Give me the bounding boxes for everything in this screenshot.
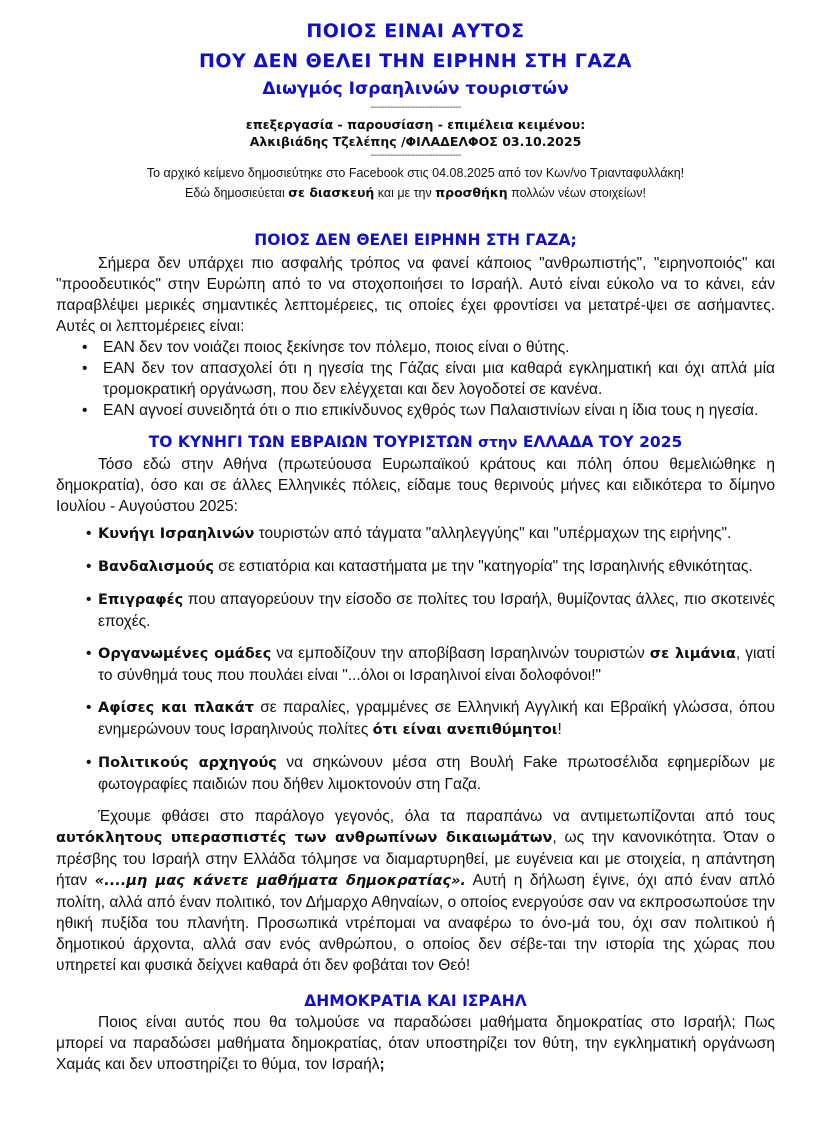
heading-text: στην xyxy=(478,435,518,451)
item-text: , γιατί το σύνθημά τους που πουλάει είναι "...όλοι οι Ισραηλινοί είναι δολοφόνοι!" xyxy=(98,645,775,684)
item-bold: Πολιτικούς αρχηγούς xyxy=(98,755,277,771)
list-item xyxy=(86,523,775,545)
title-line-2: ΠΟΥ ΔΕΝ ΘΕΛΕΙ ΤΗΝ ΕΙΡΗΝΗ ΣΤΗ ΓΑΖΑ xyxy=(198,50,633,72)
section2-paragraph: Τόσο εδώ στην Αθήνα (πρωτεύουσα Ευρωπαϊκού κράτους και πόλη όπου θεμελιώθηκε η δημοκρατία), όσο και σε άλλες Ελληνικές πόλεις, είδαμε τους θερινούς μήνες και ειδικότερα το δίμηνο Ιουλίου - Αυγούστου 2025: xyxy=(56,456,775,515)
list-item xyxy=(86,589,775,632)
document-page xyxy=(0,16,827,1075)
note-line-1: Το αρχικό κείμενο δημοσιεύτηκε στο Facebook στις 04.08.2025 από τον Κων/νο Τριανταφυλλάκη! xyxy=(146,166,685,180)
subtitle: Διωγμός Ισραηλινών τουριστών xyxy=(262,79,569,99)
credit-line-1: επεξεργασία - παρουσίαση - επιμέλεια κειμένου: xyxy=(245,117,586,132)
item-bold: Οργανωμένες ομάδες xyxy=(98,646,272,662)
heading-text: ΤΟ ΚΥΝΗΓΙ ΤΩΝ ΕΒΡΑΙΩΝ ΤΟΥΡΙΣΤΩΝ xyxy=(148,433,479,451)
item-bold: σε λιμάνια xyxy=(649,646,736,662)
section2-list xyxy=(56,523,775,795)
para-bold: αυτόκλητους υπερασπιστές των ανθρωπίνων δικαιωμάτων xyxy=(56,830,553,846)
list-item xyxy=(86,752,775,795)
item-bold: Αφίσες και πλακάτ xyxy=(98,700,255,716)
note-bold: προσθήκη xyxy=(435,185,508,200)
section1-heading: ΠΟΙΟΣ ΔΕΝ ΘΕΛΕΙ ΕΙΡΗΝΗ ΣΤΗ ΓΑΖΑ; xyxy=(254,231,577,249)
note-line-2 xyxy=(56,183,775,203)
section3-paragraph xyxy=(56,1012,775,1075)
item-bold: ότι είναι ανεπιθύμητοι xyxy=(372,722,558,738)
item-text: ! xyxy=(557,721,562,738)
list-item: • ΕΑΝ δεν τον απασχολεί ότι η ηγεσία της Γάζας είναι μια καθαρά εγκληματική και όχι απλά μία τρομοκρατική οργάνωση, που δεν ελέγχεται και δεν λογοδοτεί σε κανένα. xyxy=(84,358,775,400)
list-item: • ΕΑΝ δεν τον νοιάζει ποιος ξεκίνησε τον πόλεμο, ποιος είναι ο θύτης. xyxy=(84,337,775,358)
separator: -------------------------------- xyxy=(370,150,461,161)
para-text: Έχουμε φθάσει στο παράλογο γεγονός, όλα τα παραπάνω να αντιμετωπίζονται από τους xyxy=(98,808,775,825)
section2-heading xyxy=(56,431,775,454)
list-item: • ΕΑΝ αγνοεί συνειδητά ότι ο πιο επικίνδυνος εχθρός των Παλαιστινίων είναι η ίδια τους η ηγεσία. xyxy=(84,400,775,421)
section1-list xyxy=(56,337,775,421)
para-bold-italic: «....μη μας κάνετε μαθήματα δημοκρατίας». xyxy=(94,873,466,889)
para-bold: ; xyxy=(379,1056,385,1073)
section3-heading: ΔΗΜΟΚΡΑΤΙΑ ΚΑΙ ΙΣΡΑΗΛ xyxy=(304,992,527,1010)
note-text: Εδώ δημοσιεύεται xyxy=(184,186,289,200)
section2-paragraph-2 xyxy=(56,806,775,976)
para-text: Αυτή η δήλωση έγινε, όχι από έναν απλό πολίτη, αλλά από έναν πολιτικό, τον Δήμαρχο Αθηναίων, ο οποίος ενεργούσε σαν να εκπροσωπούσε την ηθική πυξίδα του πλανήτη. Προσωπικά ντρέπομαι να αναφέρω το όνο-μά του, όχι σαν πολιτικού ή δημοτικού άρχοντα, αλλά σαν ενός ανθρώπου, ο οποίος δεν σέβε-ται την ιστορία της χώρας που υπηρετεί και φυσικά δείχνει καθαρά ότι δεν φοβάται τον Θεό! xyxy=(56,872,775,974)
section1-paragraph: Σήμερα δεν υπάρχει πιο ασφαλής τρόπος να φανεί κάποιος "ανθρωπιστής", "ειρηνοποιός" και "προοδευτικός" στην Ευρώπη από το να στοχοποιήσει το Ισραήλ. Αυτό είναι εύκολο να το κάνει, εάν παραβλέψει μερικές σημαντικές λεπτομέρειες, τις οποίες έχει φροντίσει να μετατρέ-ψει σε ασήμαντες. Αυτές οι λεπτομέρειες είναι: xyxy=(56,255,775,335)
item-bold: Κυνήγι Ισραηλινών xyxy=(98,526,255,542)
separator: -------------------------------- xyxy=(370,102,461,113)
list-item xyxy=(86,643,775,686)
item-text: σε εστιατόρια και καταστήματα με την "κατηγορία" της Ισραηλινής εθνικότητας. xyxy=(213,558,753,575)
para-text: Ποιος είναι αυτός που θα τολμούσε να παραδώσει μαθήματα δημοκρατίας στο Ισραήλ; Πως μπορεί να παραδώσει μαθήματα δημοκρατίας, όταν υποστηρίζει τον θύτη, την εγκληματική οργάνωση Χαμάς και δεν υποστηρίζει το θύμα, τον Ισραήλ xyxy=(56,1014,775,1073)
note-text: και με την xyxy=(374,186,436,200)
credit-line-2: Αλκιβιάδης Τζελέπης /ΦΙΛΑΔΕΛΦΟΣ 03.10.2025 xyxy=(249,134,582,149)
item-text: να σηκώνουν μέσα στη Βουλή Fake πρωτοσέλιδα εφημερίδων με φωτογραφίες παιδιών που δήθεν λιμοκτονούν στη Γαζα. xyxy=(98,754,775,793)
item-text: σε παραλίες, γραμμένες σε Ελληνική Αγγλική και Εβραϊκή γλώσσα, όπου ενημερώνουν τους Ισραηλινούς πολίτες xyxy=(98,699,775,738)
item-bold: Βανδαλισμούς xyxy=(98,559,214,575)
title-line-1: ΠΟΙΟΣ ΕΙΝΑΙ ΑΥΤΟΣ xyxy=(306,20,525,42)
list-item xyxy=(86,556,775,578)
note-bold: σε διασκευή xyxy=(288,185,375,200)
item-bold: Επιγραφές xyxy=(98,592,184,608)
item-text: που απαγορεύουν την είσοδο σε πολίτες του Ισραήλ, θυμίζοντας άλλες, πιο σκοτεινές εποχές. xyxy=(98,591,775,630)
list-item xyxy=(86,697,775,741)
heading-text: ΕΛΛΑΔΑ ΤΟΥ 2025 xyxy=(517,433,683,451)
para-text: , ως την κανονικότητα. Όταν ο πρέσβης του Ισραήλ στην Ελλάδα τόλμησε να διαμαρτυρηθεί, με ευγένεια και με στοιχεία, η απάντηση ήταν xyxy=(56,829,775,889)
item-text: να εμποδίζουν την αποβίβαση Ισραηλινών τουριστών xyxy=(271,645,650,662)
note-text: πολλών νέων στοιχείων! xyxy=(507,186,647,200)
item-text: τουριστών από τάγματα "αλληλεγγύης" και "υπέρμαχων της ειρήνης". xyxy=(254,525,732,542)
